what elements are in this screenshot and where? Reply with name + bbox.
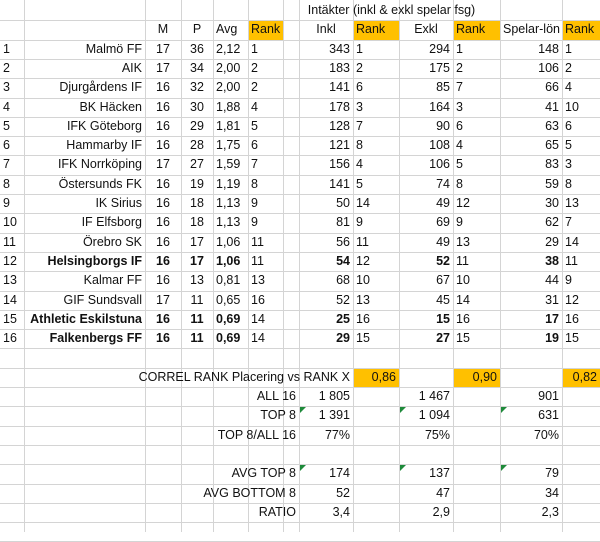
inkl-cell[interactable]: 183 [329, 61, 350, 75]
points-cell[interactable]: 17 [190, 254, 204, 268]
rank-spelar-cell[interactable]: 12 [565, 293, 579, 307]
header-group-title[interactable]: Intäkter (inkl & exkl spelar fsg) [307, 3, 476, 17]
gridline-horizontal [0, 522, 600, 523]
rank-spelar-cell[interactable]: 2 [565, 61, 572, 75]
avg-cell[interactable]: 1,06 [216, 254, 241, 268]
exkl-cell[interactable]: 52 [436, 254, 450, 268]
matches-cell[interactable]: 17 [156, 293, 170, 307]
rank-cell[interactable]: 6 [251, 138, 258, 152]
rank-spelar-cell[interactable]: 4 [565, 80, 572, 94]
avg-cell[interactable]: 0,81 [216, 273, 241, 287]
top8-exkl[interactable]: 1 094 [418, 408, 450, 422]
inkl-cell[interactable]: 156 [329, 157, 350, 171]
rank-exkl-cell[interactable]: 4 [456, 138, 463, 152]
rank-inkl-cell[interactable]: 14 [356, 196, 370, 210]
matches-cell[interactable]: 16 [156, 312, 170, 326]
rank-inkl-cell[interactable]: 15 [356, 331, 370, 345]
exkl-cell[interactable]: 106 [429, 157, 450, 171]
avg-cell[interactable]: 1,13 [216, 196, 241, 210]
rank-inkl-cell[interactable]: 10 [356, 273, 370, 287]
rank-inkl-cell[interactable]: 1 [356, 42, 363, 56]
rank-cell[interactable]: 2 [251, 80, 258, 94]
rank-inkl-cell[interactable]: 9 [356, 215, 363, 229]
row-number[interactable]: 6 [3, 138, 10, 152]
rank-inkl-cell[interactable]: 6 [356, 80, 363, 94]
all16[interactable]: ALL 16 [256, 389, 296, 403]
exkl-cell[interactable]: 69 [436, 215, 450, 229]
header-m[interactable]: M [157, 22, 169, 36]
team-name-cell[interactable]: IFK Norrköping [57, 157, 142, 171]
correl-inkl-value[interactable]: 0,86 [371, 370, 396, 384]
matches-cell[interactable]: 16 [156, 331, 170, 345]
inkl-cell[interactable]: 50 [336, 196, 350, 210]
rank-exkl-cell[interactable]: 16 [456, 312, 470, 326]
inkl-cell[interactable]: 52 [336, 293, 350, 307]
spelar-lon-cell[interactable]: 29 [545, 235, 559, 249]
rank-cell[interactable]: 9 [251, 196, 258, 210]
matches-cell[interactable]: 17 [156, 61, 170, 75]
team-name-cell[interactable]: Östersunds FK [58, 177, 142, 191]
header-inkl[interactable]: Inkl [316, 22, 336, 36]
all16-exkl[interactable]: 1 467 [418, 389, 450, 403]
rank-cell[interactable]: 8 [251, 177, 258, 191]
rank-spelar-cell[interactable]: 3 [565, 157, 572, 171]
avg-cell[interactable]: 1,19 [216, 177, 241, 191]
correl-exkl-value[interactable]: 0,90 [472, 370, 497, 384]
rank-inkl-cell[interactable]: 11 [356, 235, 369, 249]
team-name-cell[interactable]: Malmö FF [85, 42, 142, 56]
avg-cell[interactable]: 1,88 [216, 100, 241, 114]
matches-cell[interactable]: 16 [156, 235, 170, 249]
rank-exkl-cell[interactable]: 15 [456, 331, 470, 345]
points-cell[interactable]: 28 [190, 138, 204, 152]
exkl-cell[interactable]: 67 [436, 273, 450, 287]
rank-cell[interactable]: 14 [251, 331, 265, 345]
team-name-cell[interactable]: AIK [121, 61, 142, 75]
top8-all16-exkl[interactable]: 75% [424, 428, 450, 442]
row-number[interactable]: 15 [3, 312, 17, 326]
team-name-cell[interactable]: IFK Göteborg [66, 119, 142, 133]
rank-exkl-cell[interactable]: 2 [456, 61, 463, 75]
header-avg[interactable]: Avg [216, 22, 238, 36]
comment-marker-icon [300, 407, 306, 413]
rank-inkl-cell[interactable]: 3 [356, 100, 363, 114]
spelar-lon-cell[interactable]: 30 [545, 196, 559, 210]
rank-spelar-cell[interactable]: 11 [565, 254, 578, 268]
avg-bottom8-spelar[interactable]: 34 [545, 486, 559, 500]
exkl-cell[interactable]: 27 [436, 331, 450, 345]
rank-exkl-cell[interactable]: 10 [456, 273, 470, 287]
header-rank-inkl[interactable]: Rank [356, 22, 386, 36]
points-cell[interactable]: 34 [190, 61, 204, 75]
spelar-lon-cell[interactable]: 41 [545, 100, 559, 114]
inkl-cell[interactable]: 81 [336, 215, 350, 229]
matches-cell[interactable]: 16 [156, 119, 170, 133]
ratio-exkl[interactable]: 2,9 [432, 505, 450, 519]
row-number[interactable]: 9 [3, 196, 10, 210]
spelar-lon-cell[interactable]: 19 [545, 331, 559, 345]
rank-inkl-cell[interactable]: 12 [356, 254, 370, 268]
row-number[interactable]: 7 [3, 157, 10, 171]
inkl-cell[interactable]: 54 [336, 254, 350, 268]
spelar-lon-cell[interactable]: 17 [545, 312, 559, 326]
exkl-cell[interactable]: 90 [436, 119, 450, 133]
spelar-lon-cell[interactable]: 62 [545, 215, 559, 229]
rank-inkl-cell[interactable]: 2 [356, 61, 363, 75]
rank-spelar-cell[interactable]: 15 [565, 331, 579, 345]
matches-cell[interactable]: 16 [156, 215, 170, 229]
spelar-lon-cell[interactable]: 59 [545, 177, 559, 191]
top8-spelar[interactable]: 631 [538, 408, 559, 422]
points-cell[interactable]: 18 [190, 215, 204, 229]
matches-cell[interactable]: 16 [156, 100, 170, 114]
rank-inkl-cell[interactable]: 5 [356, 177, 363, 191]
exkl-cell[interactable]: 49 [436, 196, 450, 210]
avg-cell[interactable]: 0,69 [216, 331, 241, 345]
rank-cell[interactable]: 4 [251, 100, 258, 114]
inkl-cell[interactable]: 29 [336, 331, 350, 345]
top8-inkl[interactable]: 1 391 [318, 408, 350, 422]
team-name-cell[interactable]: Örebro SK [82, 235, 142, 249]
rank-exkl-cell[interactable]: 1 [456, 42, 463, 56]
avg-cell[interactable]: 1,59 [216, 157, 241, 171]
matches-cell[interactable]: 17 [156, 42, 170, 56]
points-cell[interactable]: 27 [190, 157, 204, 171]
team-name-cell[interactable]: Kalmar FF [83, 273, 142, 287]
avg-cell[interactable]: 1,75 [216, 138, 241, 152]
team-name-cell[interactable]: GIF Sundsvall [63, 293, 142, 307]
comment-marker-icon [400, 407, 406, 413]
rank-inkl-cell[interactable]: 8 [356, 138, 363, 152]
rank-exkl-cell[interactable]: 3 [456, 100, 463, 114]
header-exkl[interactable]: Exkl [414, 22, 438, 36]
row-number[interactable]: 12 [3, 254, 17, 268]
rank-cell[interactable]: 1 [251, 42, 258, 56]
matches-cell[interactable]: 16 [156, 196, 170, 210]
exkl-cell[interactable]: 49 [436, 235, 450, 249]
rank-exkl-cell[interactable]: 8 [456, 177, 463, 191]
header-p[interactable]: P [192, 22, 202, 36]
avg-cell[interactable]: 2,00 [216, 61, 241, 75]
matches-cell[interactable]: 16 [156, 254, 170, 268]
ratio[interactable]: RATIO [258, 505, 296, 519]
rank-exkl-cell[interactable]: 13 [456, 235, 470, 249]
top8-all16-spelar[interactable]: 70% [533, 428, 559, 442]
rank-inkl-cell[interactable]: 16 [356, 312, 370, 326]
avg-cell[interactable]: 1,13 [216, 215, 241, 229]
points-cell[interactable]: 17 [190, 235, 204, 249]
exkl-cell[interactable]: 74 [436, 177, 450, 191]
points-cell[interactable]: 32 [190, 80, 204, 94]
avg-bottom8-exkl[interactable]: 47 [436, 486, 450, 500]
row-number[interactable]: 5 [3, 119, 10, 133]
matches-cell[interactable]: 16 [156, 138, 170, 152]
all16-inkl[interactable]: 1 805 [318, 389, 350, 403]
gridline-horizontal [0, 348, 600, 349]
rank-cell[interactable]: 11 [251, 254, 264, 268]
inkl-cell[interactable]: 25 [336, 312, 350, 326]
ratio-spelar[interactable]: 2,3 [541, 505, 559, 519]
avg-cell[interactable]: 2,12 [216, 42, 241, 56]
rank-inkl-cell[interactable]: 7 [356, 119, 363, 133]
inkl-cell[interactable]: 128 [329, 119, 350, 133]
rank-cell[interactable]: 9 [251, 215, 258, 229]
avg-bottom8[interactable]: AVG BOTTOM 8 [203, 486, 296, 500]
exkl-cell[interactable]: 85 [436, 80, 450, 94]
spelar-lon-cell[interactable]: 31 [545, 293, 559, 307]
inkl-cell[interactable]: 56 [336, 235, 350, 249]
inkl-cell[interactable]: 141 [329, 80, 350, 94]
header-spelar-lon[interactable]: Spelar-lön [503, 22, 560, 36]
rank-inkl-cell[interactable]: 4 [356, 157, 363, 171]
points-cell[interactable]: 11 [190, 331, 204, 345]
header-rank-exkl[interactable]: Rank [456, 22, 486, 36]
comment-marker-icon [400, 465, 406, 471]
rank-exkl-cell[interactable]: 5 [456, 157, 463, 171]
rank-cell[interactable]: 11 [251, 235, 264, 249]
row-number[interactable]: 4 [3, 100, 10, 114]
rank-spelar-cell[interactable]: 1 [565, 42, 572, 56]
exkl-cell[interactable]: 45 [436, 293, 450, 307]
rank-spelar-cell[interactable]: 6 [565, 119, 572, 133]
comment-marker-icon [300, 465, 306, 471]
rank-exkl-cell[interactable]: 11 [456, 254, 469, 268]
rank-spelar-cell[interactable]: 10 [565, 100, 579, 114]
team-name-cell[interactable]: Djurgårdens IF [59, 80, 142, 94]
team-name-cell[interactable]: Falkenbergs FF [49, 331, 142, 345]
rank-cell[interactable]: 13 [251, 273, 265, 287]
spelar-lon-cell[interactable]: 44 [545, 273, 559, 287]
row-number[interactable]: 10 [3, 215, 17, 229]
rank-cell[interactable]: 7 [251, 157, 258, 171]
avg-cell[interactable]: 0,65 [216, 293, 241, 307]
rank-inkl-cell[interactable]: 13 [356, 293, 370, 307]
matches-cell[interactable]: 16 [156, 273, 170, 287]
rank-cell[interactable]: 2 [251, 61, 258, 75]
inkl-cell[interactable]: 68 [336, 273, 350, 287]
rank-exkl-cell[interactable]: 9 [456, 215, 463, 229]
spelar-lon-cell[interactable]: 63 [545, 119, 559, 133]
all16-spelar[interactable]: 901 [538, 389, 559, 403]
top8-all16[interactable]: TOP 8/ALL 16 [217, 428, 296, 442]
team-name-cell[interactable]: IK Sirius [95, 196, 142, 210]
row-number[interactable]: 2 [3, 61, 10, 75]
spelar-lon-cell[interactable]: 65 [545, 138, 559, 152]
gridline-vertical [283, 0, 284, 532]
row-number[interactable]: 11 [3, 235, 16, 249]
avg-top8-inkl[interactable]: 174 [329, 466, 350, 480]
rank-exkl-cell[interactable]: 7 [456, 80, 463, 94]
avg-top8[interactable]: AVG TOP 8 [231, 466, 296, 480]
rank-spelar-cell[interactable]: 9 [565, 273, 572, 287]
spelar-lon-cell[interactable]: 83 [545, 157, 559, 171]
correl-spelar-value[interactable]: 0,82 [572, 370, 597, 384]
ratio-inkl[interactable]: 3,4 [332, 505, 350, 519]
points-cell[interactable]: 30 [190, 100, 204, 114]
top8-all16-inkl[interactable]: 77% [324, 428, 350, 442]
rank-spelar-cell[interactable]: 16 [565, 312, 579, 326]
points-cell[interactable]: 29 [190, 119, 204, 133]
gridline-horizontal [0, 445, 600, 446]
rank-spelar-cell[interactable]: 8 [565, 177, 572, 191]
spelar-lon-cell[interactable]: 38 [545, 254, 559, 268]
exkl-cell[interactable]: 294 [429, 42, 450, 56]
avg-top8-exkl[interactable]: 137 [429, 466, 450, 480]
matches-cell[interactable]: 17 [156, 157, 170, 171]
rank-exkl-cell[interactable]: 14 [456, 293, 470, 307]
exkl-cell[interactable]: 164 [429, 100, 450, 114]
rank-spelar-cell[interactable]: 14 [565, 235, 579, 249]
spelar-lon-cell[interactable]: 66 [545, 80, 559, 94]
team-name-cell[interactable]: IF Elfsborg [81, 215, 142, 229]
avg-bottom8-inkl[interactable]: 52 [336, 486, 350, 500]
row-number[interactable]: 13 [3, 273, 17, 287]
matches-cell[interactable]: 16 [156, 80, 170, 94]
team-name-cell[interactable]: Athletic Eskilstuna [30, 312, 142, 326]
points-cell[interactable]: 18 [190, 196, 204, 210]
rank-cell[interactable]: 5 [251, 119, 258, 133]
top8[interactable]: TOP 8 [260, 408, 296, 422]
points-cell[interactable]: 11 [190, 293, 204, 307]
avg-top8-spelar[interactable]: 79 [545, 466, 559, 480]
rank-cell[interactable]: 16 [251, 293, 265, 307]
row-number[interactable]: 16 [3, 331, 17, 345]
comment-marker-icon [501, 407, 507, 413]
team-name-cell[interactable]: Helsingborgs IF [47, 254, 142, 268]
comment-marker-icon [501, 465, 507, 471]
row-number[interactable]: 1 [3, 42, 10, 56]
spelar-lon-cell[interactable]: 148 [538, 42, 559, 56]
exkl-cell[interactable]: 175 [429, 61, 450, 75]
exkl-cell[interactable]: 108 [429, 138, 450, 152]
avg-cell[interactable]: 1,81 [216, 119, 241, 133]
points-cell[interactable]: 19 [190, 177, 204, 191]
header-rank[interactable]: Rank [251, 22, 281, 36]
team-name-cell[interactable]: Hammarby IF [66, 138, 142, 152]
inkl-cell[interactable]: 121 [329, 138, 350, 152]
exkl-cell[interactable]: 15 [436, 312, 450, 326]
avg-cell[interactable]: 2,00 [216, 80, 241, 94]
avg-cell[interactable]: 0,69 [216, 312, 241, 326]
matches-cell[interactable]: 16 [156, 177, 170, 191]
team-name-cell[interactable]: BK Häcken [79, 100, 142, 114]
points-cell[interactable]: 11 [190, 312, 204, 326]
header-rank-spelar[interactable]: Rank [565, 22, 595, 36]
inkl-cell[interactable]: 141 [329, 177, 350, 191]
rank-spelar-cell[interactable]: 13 [565, 196, 579, 210]
row-number[interactable]: 8 [3, 177, 10, 191]
row-number[interactable]: 14 [3, 293, 17, 307]
rank-spelar-cell[interactable]: 5 [565, 138, 572, 152]
points-cell[interactable]: 13 [190, 273, 204, 287]
avg-cell[interactable]: 1,06 [216, 235, 241, 249]
rank-cell[interactable]: 14 [251, 312, 265, 326]
inkl-cell[interactable]: 178 [329, 100, 350, 114]
correl-label[interactable]: CORREL RANK Placering vs RANK X [138, 370, 350, 384]
inkl-cell[interactable]: 343 [329, 42, 350, 56]
rank-spelar-cell[interactable]: 7 [565, 215, 572, 229]
points-cell[interactable]: 36 [190, 42, 204, 56]
row-number[interactable]: 3 [3, 80, 10, 94]
rank-exkl-cell[interactable]: 6 [456, 119, 463, 133]
rank-exkl-cell[interactable]: 12 [456, 196, 470, 210]
spelar-lon-cell[interactable]: 106 [538, 61, 559, 75]
